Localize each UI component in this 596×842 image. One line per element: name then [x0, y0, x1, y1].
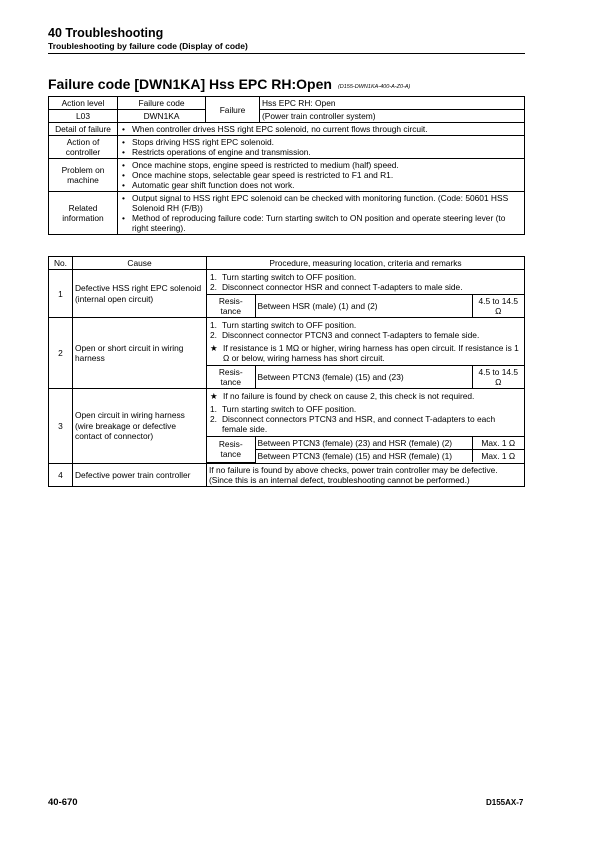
subsection-title: Troubleshooting by failure code (Display of code) — [48, 41, 248, 51]
failure-label: Failure — [206, 97, 260, 123]
cause-no: 3 — [49, 389, 73, 464]
measure-location: Between HSR (male) (1) and (2) — [255, 295, 472, 318]
cause-no: 4 — [49, 463, 73, 486]
page-title — [48, 76, 410, 92]
failure-line1: Hss EPC RH: Open — [260, 97, 525, 110]
step: 1. Turn starting switch to OFF position. — [210, 272, 357, 282]
measure-value: Max. 1 Ω — [472, 450, 524, 463]
related-cell — [118, 192, 525, 235]
measure-location: Between PTCN3 (female) (23) and HSR (female) (2) — [255, 437, 472, 450]
problem-item: • Once machine stops, selectable gear speed is restricted to F1 and R1. — [120, 170, 522, 180]
cause-no: 1 — [49, 270, 73, 318]
action-level-label: Action level — [49, 97, 118, 110]
related-item: • Output signal to HSS right EPC solenoid can be checked with monitoring function. (Code: 50601 HSS Solenoid RH (F/B)) — [120, 193, 522, 213]
failure-info-table — [48, 96, 525, 235]
detail-label: Detail of failure — [49, 123, 118, 136]
cause-row-3 — [49, 389, 525, 464]
star-icon: ★ — [210, 391, 218, 401]
cause-text: Defective power train controller — [73, 463, 207, 486]
action-level-value: L03 — [49, 110, 118, 123]
star-icon: ★ — [210, 343, 218, 353]
problem-cell — [118, 159, 525, 192]
cause-row-1 — [49, 270, 525, 318]
failure-line2: (Power train controller system) — [260, 110, 525, 123]
cause-text — [73, 389, 207, 464]
step: 1. Turn starting switch to OFF position. — [210, 320, 357, 330]
measure-location: Between PTCN3 (female) (15) and (23) — [255, 366, 472, 389]
step: 1. Turn starting switch to OFF position. — [210, 404, 357, 414]
measure-value: Max. 1 Ω — [472, 437, 524, 450]
action-item: • Stops driving HSS right EPC solenoid. — [120, 137, 522, 147]
cause-line: Defective HSS right EPC solenoid — [75, 283, 202, 293]
problem-item: • Automatic gear shift function does not work. — [120, 180, 522, 190]
model-code: D155AX-7 — [486, 798, 524, 807]
action-label: Action of controller — [49, 136, 118, 159]
col-no-header: No. — [49, 257, 73, 270]
note: ★ If no failure is found by check on cause 2, this check is not required. — [210, 391, 475, 401]
action-cell — [118, 136, 525, 159]
cause-text — [73, 270, 207, 318]
cause-line: (internal open circuit) — [75, 294, 154, 304]
resistance-label: Resis-tance — [207, 295, 255, 318]
failure-code-value: DWN1KA — [118, 110, 206, 123]
step: 2. Disconnect connector HSR and connect T-adapters to male side. — [210, 282, 463, 292]
causes-table — [48, 256, 525, 487]
resistance-table — [207, 365, 524, 388]
measure-value: 4.5 to 14.5 Ω — [472, 366, 524, 389]
cause-line: (wire breakage or defective contact of connector) — [75, 421, 177, 442]
cause-row-4 — [49, 463, 525, 486]
col-cause-header: Cause — [73, 257, 207, 270]
related-label: Related information — [49, 192, 118, 235]
cause-no: 2 — [49, 318, 73, 389]
problem-label: Problem on machine — [49, 159, 118, 192]
page-title-text: Failure code [DWN1KA] Hss EPC RH:Open — [48, 76, 332, 92]
step: 2. Disconnect connector PTCN3 and connect T-adapters to female side. — [210, 330, 480, 340]
procedure-cell — [207, 270, 525, 318]
procedure-cell: If no failure is found by above checks, power train controller may be defective. (Since this is an internal defect, troubleshooting cannot be performed.) — [207, 463, 525, 486]
header-rule — [48, 53, 525, 54]
procedure-cell — [207, 318, 525, 389]
col-proc-header: Procedure, measuring location, criteria and remarks — [207, 257, 525, 270]
measure-value: 4.5 to 14.5 Ω — [472, 295, 524, 318]
section-title: 40 Troubleshooting — [48, 26, 164, 40]
page-number: 40-670 — [48, 797, 78, 808]
resistance-table — [207, 294, 524, 317]
doc-code: (D155-DWN1KA-400-A-Z0-A) — [337, 84, 411, 90]
cause-row-2 — [49, 318, 525, 389]
resistance-label: Resis-tance — [207, 366, 255, 389]
related-item: • Method of reproducing failure code: Turn starting switch to ON position and operate steering lever (to right steering). — [120, 213, 522, 233]
cause-line: Open circuit in wiring harness — [75, 410, 185, 421]
resistance-table — [207, 436, 524, 463]
measure-location: Between PTCN3 (female) (15) and HSR (female) (1) — [255, 450, 472, 463]
procedure-cell — [207, 389, 525, 464]
failure-code-label: Failure code — [118, 97, 206, 110]
resistance-label: Resis-tance — [207, 437, 255, 463]
detail-text: • When controller drives HSS right EPC solenoid, no current flows through circuit. — [120, 124, 522, 134]
cause-text: Open or short circuit in wiring harness — [73, 318, 207, 389]
note: ★ If resistance is 1 MΩ or higher, wiring harness has open circuit. If resistance is 1 Ω or below, wiring harness has short circuit. — [210, 343, 519, 363]
step: 2. Disconnect connectors PTCN3 and HSR, and connect T-adapters to each female side. — [210, 414, 496, 434]
detail-cell — [118, 123, 525, 136]
action-item: • Restricts operations of engine and transmission. — [120, 147, 522, 157]
problem-item: • Once machine stops, engine speed is restricted to medium (half) speed. — [120, 160, 522, 170]
